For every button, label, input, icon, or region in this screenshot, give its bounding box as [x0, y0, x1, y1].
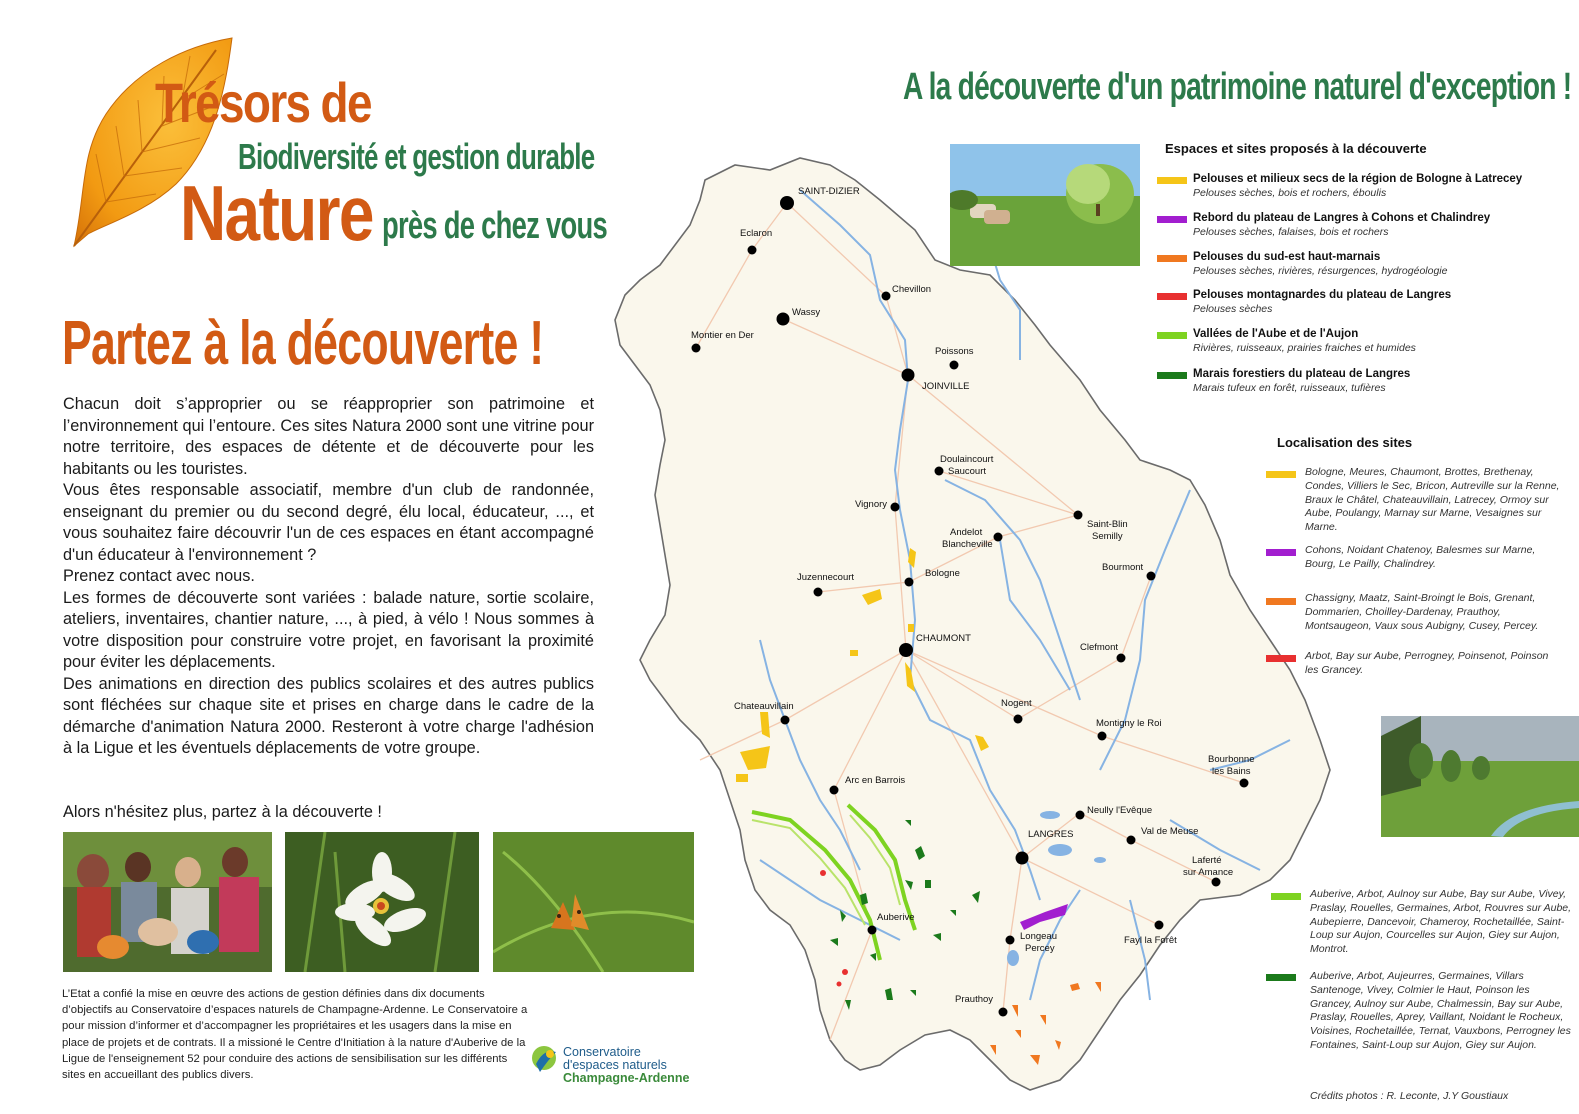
- town-label: les Bains: [1212, 766, 1251, 777]
- town-label: Poissons: [935, 346, 974, 357]
- legend-swatch: [1157, 216, 1187, 223]
- intro-text: [63, 394, 594, 760]
- legend-swatch: [1157, 177, 1187, 184]
- town-label: CHAUMONT: [916, 633, 971, 644]
- logo-line: Champagne-Ardenne: [563, 1071, 690, 1085]
- localisation-swatch: [1266, 655, 1296, 662]
- town-label: SAINT-DIZIER: [798, 186, 860, 197]
- town-label: Blancheville: [942, 539, 993, 550]
- localisation-text: Cohons, Noidant Chatenoy, Balesmes sur Marne, Bourg, Le Pailly, Chalindrey.: [1305, 544, 1536, 570]
- town-label: Longeau: [1020, 931, 1057, 942]
- localisation-swatch: [1266, 598, 1296, 605]
- town-label: Percey: [1025, 943, 1055, 954]
- legend-swatch: [1157, 332, 1187, 339]
- town-label: Bourbonne: [1208, 754, 1255, 765]
- town-label: Saint-Blin: [1087, 519, 1128, 530]
- town-label: Nogent: [1001, 698, 1032, 709]
- localisation-text: Chassigny, Maatz, Saint-Broingt le Bois, Grenant, Dommarien, Choilley-Dardenay, Prauthoy, Montsaugeon, Vaux sous Aubigny, Cusey, Percey.: [1305, 592, 1539, 632]
- localisation-title: Localisation des sites: [1277, 435, 1413, 450]
- town-label: Auberive: [877, 912, 915, 923]
- legend-item: Pelouses montagnardes du plateau de Langres Pelouses sèches: [1193, 289, 1452, 315]
- legend-item: Rebord du plateau de Langres à Cohons et Chalindrey Pelouses sèches, falaises, bois et rochers: [1193, 212, 1491, 238]
- town-label: Montigny le Roi: [1096, 718, 1162, 729]
- town-label: Clefmont: [1080, 642, 1119, 653]
- town-label: Fayl la Forêt: [1124, 935, 1177, 946]
- legend-item: Marais forestiers du plateau de Langres Marais tufeux en forêt, ruisseaux, tufières: [1193, 368, 1411, 394]
- localisation-text: Auberive, Arbot, Aulnoy sur Aube, Bay sur Aube, Vivey, Praslay, Rouelles, Germaines, Arbot, Rouvres sur Aube, Aubepierre, Dancevoir, Chameroy, Rochetaillée, Saint-Loup sur Aujon, Courcelles sur Aujon, Giey sur Aujon, Montrot.: [1310, 888, 1572, 956]
- localisation-text: Arbot, Bay sur Aube, Perrogney, Poinsenot, Poinson les Grancey.: [1305, 650, 1549, 676]
- subtitle-pres: près de chez vous: [382, 205, 607, 247]
- intro-paragraph: Vous êtes responsable associatif, membre d'un club de randonnée, enseignant du premier ou du second degré, élu local, éducateur, ..., et vous souhaitez faire découvrir l'un de ces espaces en étant accompagné d'un éducateur à l'environnement ?: [63, 481, 594, 564]
- town-label: Wassy: [792, 307, 821, 318]
- logo-line: Conservatoire: [563, 1045, 641, 1059]
- town-label: Montier en Der: [691, 330, 754, 341]
- localisation-swatch: [1266, 549, 1296, 556]
- town-label: Bourmont: [1102, 562, 1144, 573]
- group-photo: [63, 832, 272, 972]
- town-label: Prauthoy: [955, 994, 994, 1005]
- town-label: Eclaron: [740, 228, 773, 239]
- legend-item: Vallées de l'Aube et de l'Aujon Rivières, ruisseaux, prairies fraiches et humides: [1193, 328, 1416, 354]
- cows-meadow-photo: [950, 144, 1140, 266]
- town-label: Bologne: [925, 568, 960, 579]
- town-label: Arc en Barrois: [845, 775, 906, 786]
- river-valley-photo: [1381, 716, 1579, 837]
- town-label: Neully l'Evêque: [1087, 805, 1153, 816]
- narcissus-flower-photo: [285, 832, 479, 972]
- town-label: Vignory: [855, 499, 888, 510]
- town-label: Chevillon: [892, 284, 932, 295]
- town-label: Val de Meuse: [1141, 826, 1199, 837]
- title-tresors: Trésors de: [155, 71, 371, 134]
- localisation-text: Bologne, Meures, Chaumont, Brottes, Brethenay, Condes, Villiers le Sec, Bricon, Autreville sur la Renne, Braux le Châtel, Chateauvillain, Latrecey, Ormoy sur Aube, Poulangy, Marnay sur Marne, Vesaignes sur Marne.: [1305, 466, 1560, 534]
- legend-swatch: [1157, 255, 1187, 262]
- legend-item: Pelouses du sud-est haut-marnais Pelouses sèches, rivières, résurgences, hydrogéologie: [1193, 251, 1448, 277]
- logo-line: d'espaces naturels: [563, 1058, 667, 1072]
- town-label: Juzennecourt: [797, 572, 855, 583]
- legend-swatch: [1157, 372, 1187, 379]
- intro-paragraph: Chacun doit s’approprier ou se réapproprier son patrimoine et l’environnement qui l’entoure. Ces sites Natura 2000 sont une vitrine pour notre territoire, des espaces de détente et de découverte pour les habitants ou les touristes.: [63, 395, 594, 478]
- legend-item: Pelouses et milieux secs de la région de Bologne à Latrecey Pelouses sèches, bois et rochers, éboulis: [1193, 173, 1523, 199]
- town-label: Laferté: [1192, 855, 1222, 866]
- photo-credits: Crédits photos : R. Leconte, J.Y Goustiaux: [1310, 1090, 1509, 1102]
- localisation-swatch: [1266, 974, 1296, 981]
- localisation-swatch: [1271, 893, 1301, 900]
- call-to-action: Alors n'hésitez plus, partez à la découverte !: [63, 803, 382, 821]
- section-title: Partez à la découverte !: [62, 309, 544, 378]
- intro-paragraph: Les formes de découverte sont variées : balade nature, sortie scolaire, ateliers, inventaires, chantier nature, ..., à pied, à vélo ! Nous sommes à votre disposition pour construire votre projet, en favorisant la proximité pour éviter les déplacements.: [63, 588, 594, 671]
- legend-swatch: [1157, 293, 1187, 300]
- town-label: Doulaincourt: [940, 454, 994, 465]
- localisation-swatch: [1266, 471, 1296, 478]
- conservatoire-logo-icon: [530, 1042, 562, 1078]
- town-label: LANGRES: [1028, 829, 1074, 840]
- town-label: Semilly: [1092, 531, 1123, 542]
- town-label: Andelot: [950, 527, 983, 538]
- intro-paragraph: Prenez contact avec nous.: [63, 567, 255, 585]
- town-label: Saucourt: [948, 466, 987, 477]
- town-label: Chateauvillain: [734, 701, 794, 712]
- banner-title: A la découverte d'un patrimoine naturel d'exception !: [903, 66, 1572, 108]
- localisation-text: Auberive, Arbot, Aujeurres, Germaines, Villars Santenoge, Vivey, Colmier le Haut, Poinson les Grancey, Aulnoy sur Aube, Chalmessin, Bay sur Aube, Praslay, Rouelles, Aprey, Vaillant, Noidant le Rocheux, Voisines, Rochetaillée, Ternat, Vauxbons, Perrogney les Fontaines, Saint-Loup sur Aujon, Giey sur Aujon.: [1310, 970, 1571, 1051]
- legend-title: Espaces et sites proposés à la découverte: [1165, 141, 1427, 156]
- footer-note: L’Etat a confié la mise en œuvre des actions de gestion définies dans dix documents d’objectifs au Conservatoire d’espaces naturels de Champagne-Ardenne. Le Conservatoire a pour mission d’informer et d’accompagner les propriétaires et les usagers dans la mise en place de projets et de contrats. Il a missioné le Centre d'Initiation à la nature d'Auberive de la Ligue de l'enseignement 52 pour conduire des actions de sensibilisation sur les différents sites en accueillant des publics divers.: [62, 988, 528, 1082]
- title-nature: Nature: [180, 169, 373, 257]
- subtitle-biodiversite: Biodiversité et gestion durable: [238, 136, 595, 177]
- town-label: sur Amance: [1183, 867, 1234, 878]
- town-label: JOINVILLE: [922, 381, 970, 392]
- intro-paragraph: Des animations en direction des publics scolaires et des autres publics sont fléchées sur chaque site et prises en charge dans le cadre de la démarche d'animation Natura 2000. Resteront à votre charge l'adhésion à la Ligue et les éventuels déplacements de votre groupe.: [63, 674, 594, 757]
